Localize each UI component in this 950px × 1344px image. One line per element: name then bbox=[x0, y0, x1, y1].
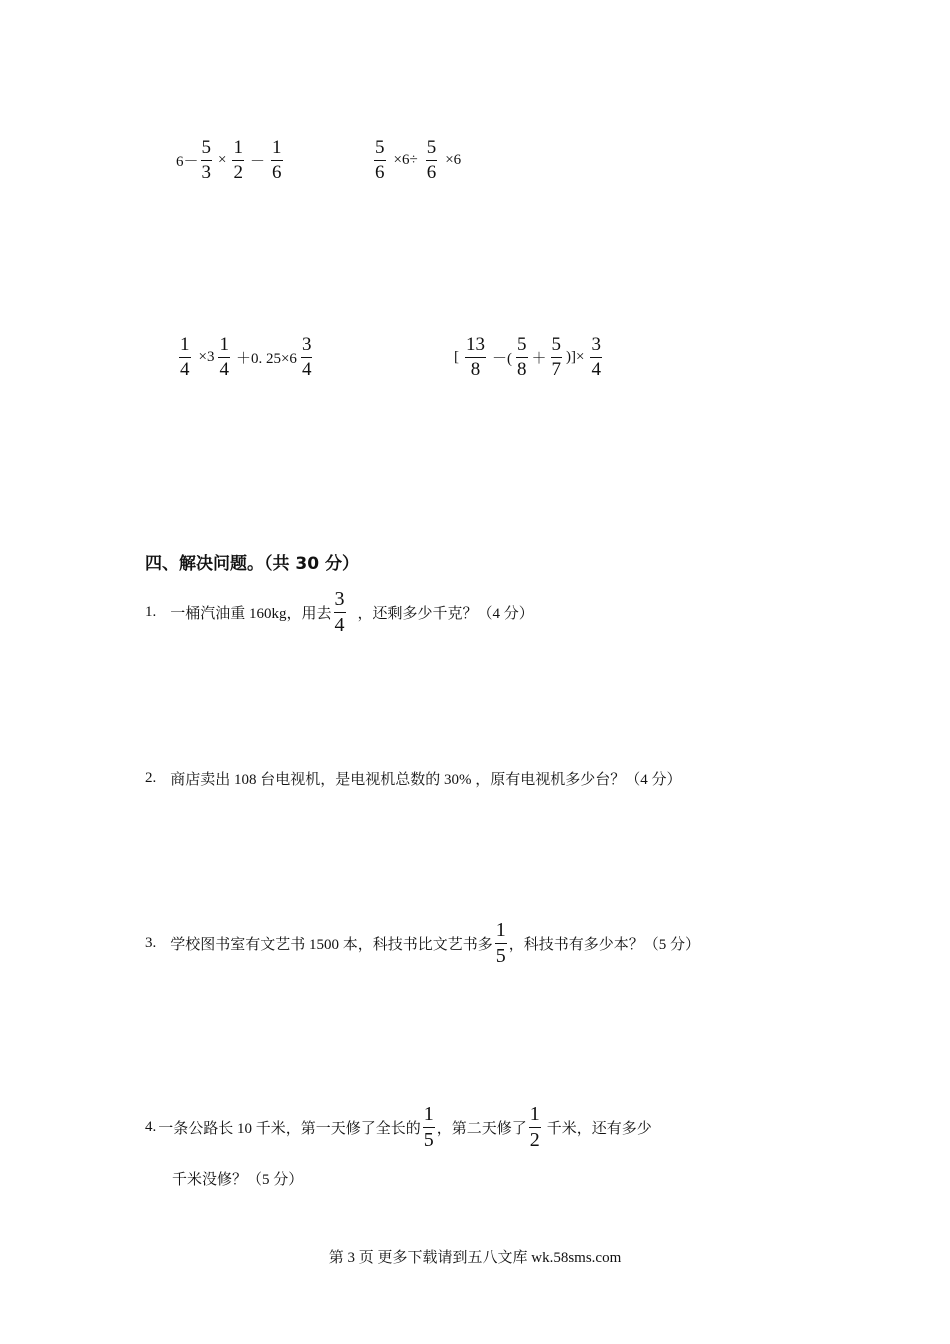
question-text: 一条公路长 10 千米，第一天修了全长的 bbox=[158, 1121, 421, 1137]
page-footer: 第 3 页 更多下载请到五八文库 wk.58sms.com bbox=[328, 1250, 622, 1266]
question-1 bbox=[145, 587, 534, 638]
fraction: $\frac{1}{4}$ bbox=[219, 334, 229, 380]
expr-text: ×3 bbox=[198, 349, 215, 365]
fraction: $\frac{1}{4}$ bbox=[180, 334, 190, 380]
calc-expression-3 bbox=[177, 333, 314, 382]
fraction: $\frac{3}{4}$ bbox=[334, 588, 345, 636]
question-4-continued: 千米没修？（5 分） bbox=[172, 1172, 304, 1188]
fraction: $\frac{5}{6}$ bbox=[375, 137, 385, 183]
calc-expression-1 bbox=[176, 136, 285, 185]
fraction: $\frac{1}{2}$ bbox=[233, 137, 243, 183]
fraction: $\frac{1}{5}$ bbox=[423, 1103, 434, 1151]
fraction: $\frac{5}{6}$ bbox=[426, 137, 437, 183]
expr-text: 6－ bbox=[176, 154, 199, 170]
fraction: $\frac{1}{2}$ bbox=[529, 1103, 540, 1151]
question-4 bbox=[145, 1102, 652, 1153]
question-2 bbox=[145, 768, 682, 789]
expr-op: ＋ bbox=[531, 351, 547, 367]
fraction: $\frac{5}{8}$ bbox=[517, 334, 527, 380]
question-3 bbox=[145, 918, 700, 969]
expr-op: － bbox=[249, 154, 265, 170]
fraction: $\frac{3}{4}$ bbox=[301, 334, 312, 380]
fraction: $\frac{5}{7}$ bbox=[551, 334, 562, 380]
question-number: 4. bbox=[145, 1119, 157, 1135]
question-text: 千米，还有多少 bbox=[546, 1121, 652, 1137]
fraction: $\frac{3}{4}$ bbox=[591, 334, 601, 380]
question-number: 3. bbox=[145, 935, 157, 951]
fraction: $\frac{1}{5}$ bbox=[495, 919, 506, 967]
question-number: 2. bbox=[145, 770, 157, 786]
question-text: 学校图书室有文艺书 1500 本，科技书比文艺书多 bbox=[170, 937, 493, 953]
question-text: 一桶汽油重 160kg，用去 bbox=[170, 606, 332, 622]
calc-expression-4 bbox=[454, 333, 604, 382]
fraction: $\frac{1}{6}$ bbox=[272, 137, 282, 183]
expr-op: × bbox=[218, 152, 227, 168]
expr-text: ＋0. 25×6 bbox=[235, 351, 297, 367]
question-text: ，第二天修了 bbox=[436, 1121, 527, 1137]
expr-text: ×6 bbox=[445, 152, 462, 168]
expr-text: －( bbox=[492, 351, 512, 367]
fraction: $\frac{5}{3}$ bbox=[201, 137, 212, 183]
calc-expression-2 bbox=[372, 136, 461, 185]
fraction: $\frac{13}{8}$ bbox=[466, 334, 485, 380]
question-text: 商店卖出 108 台电视机，是电视机总数的 30% ，原有电视机多少台？（4 分） bbox=[170, 772, 682, 788]
expr-text: ×6÷ bbox=[393, 152, 418, 168]
section-title: 四、解决问题。（共 30 分） bbox=[145, 554, 359, 574]
question-number: 1. bbox=[145, 604, 157, 620]
expr-text: [ bbox=[454, 349, 459, 365]
question-text: ，科技书有多少本？（5 分） bbox=[508, 937, 701, 953]
expr-text: )]× bbox=[566, 349, 585, 365]
question-text: ，还剩多少千克？（4 分） bbox=[357, 606, 534, 622]
